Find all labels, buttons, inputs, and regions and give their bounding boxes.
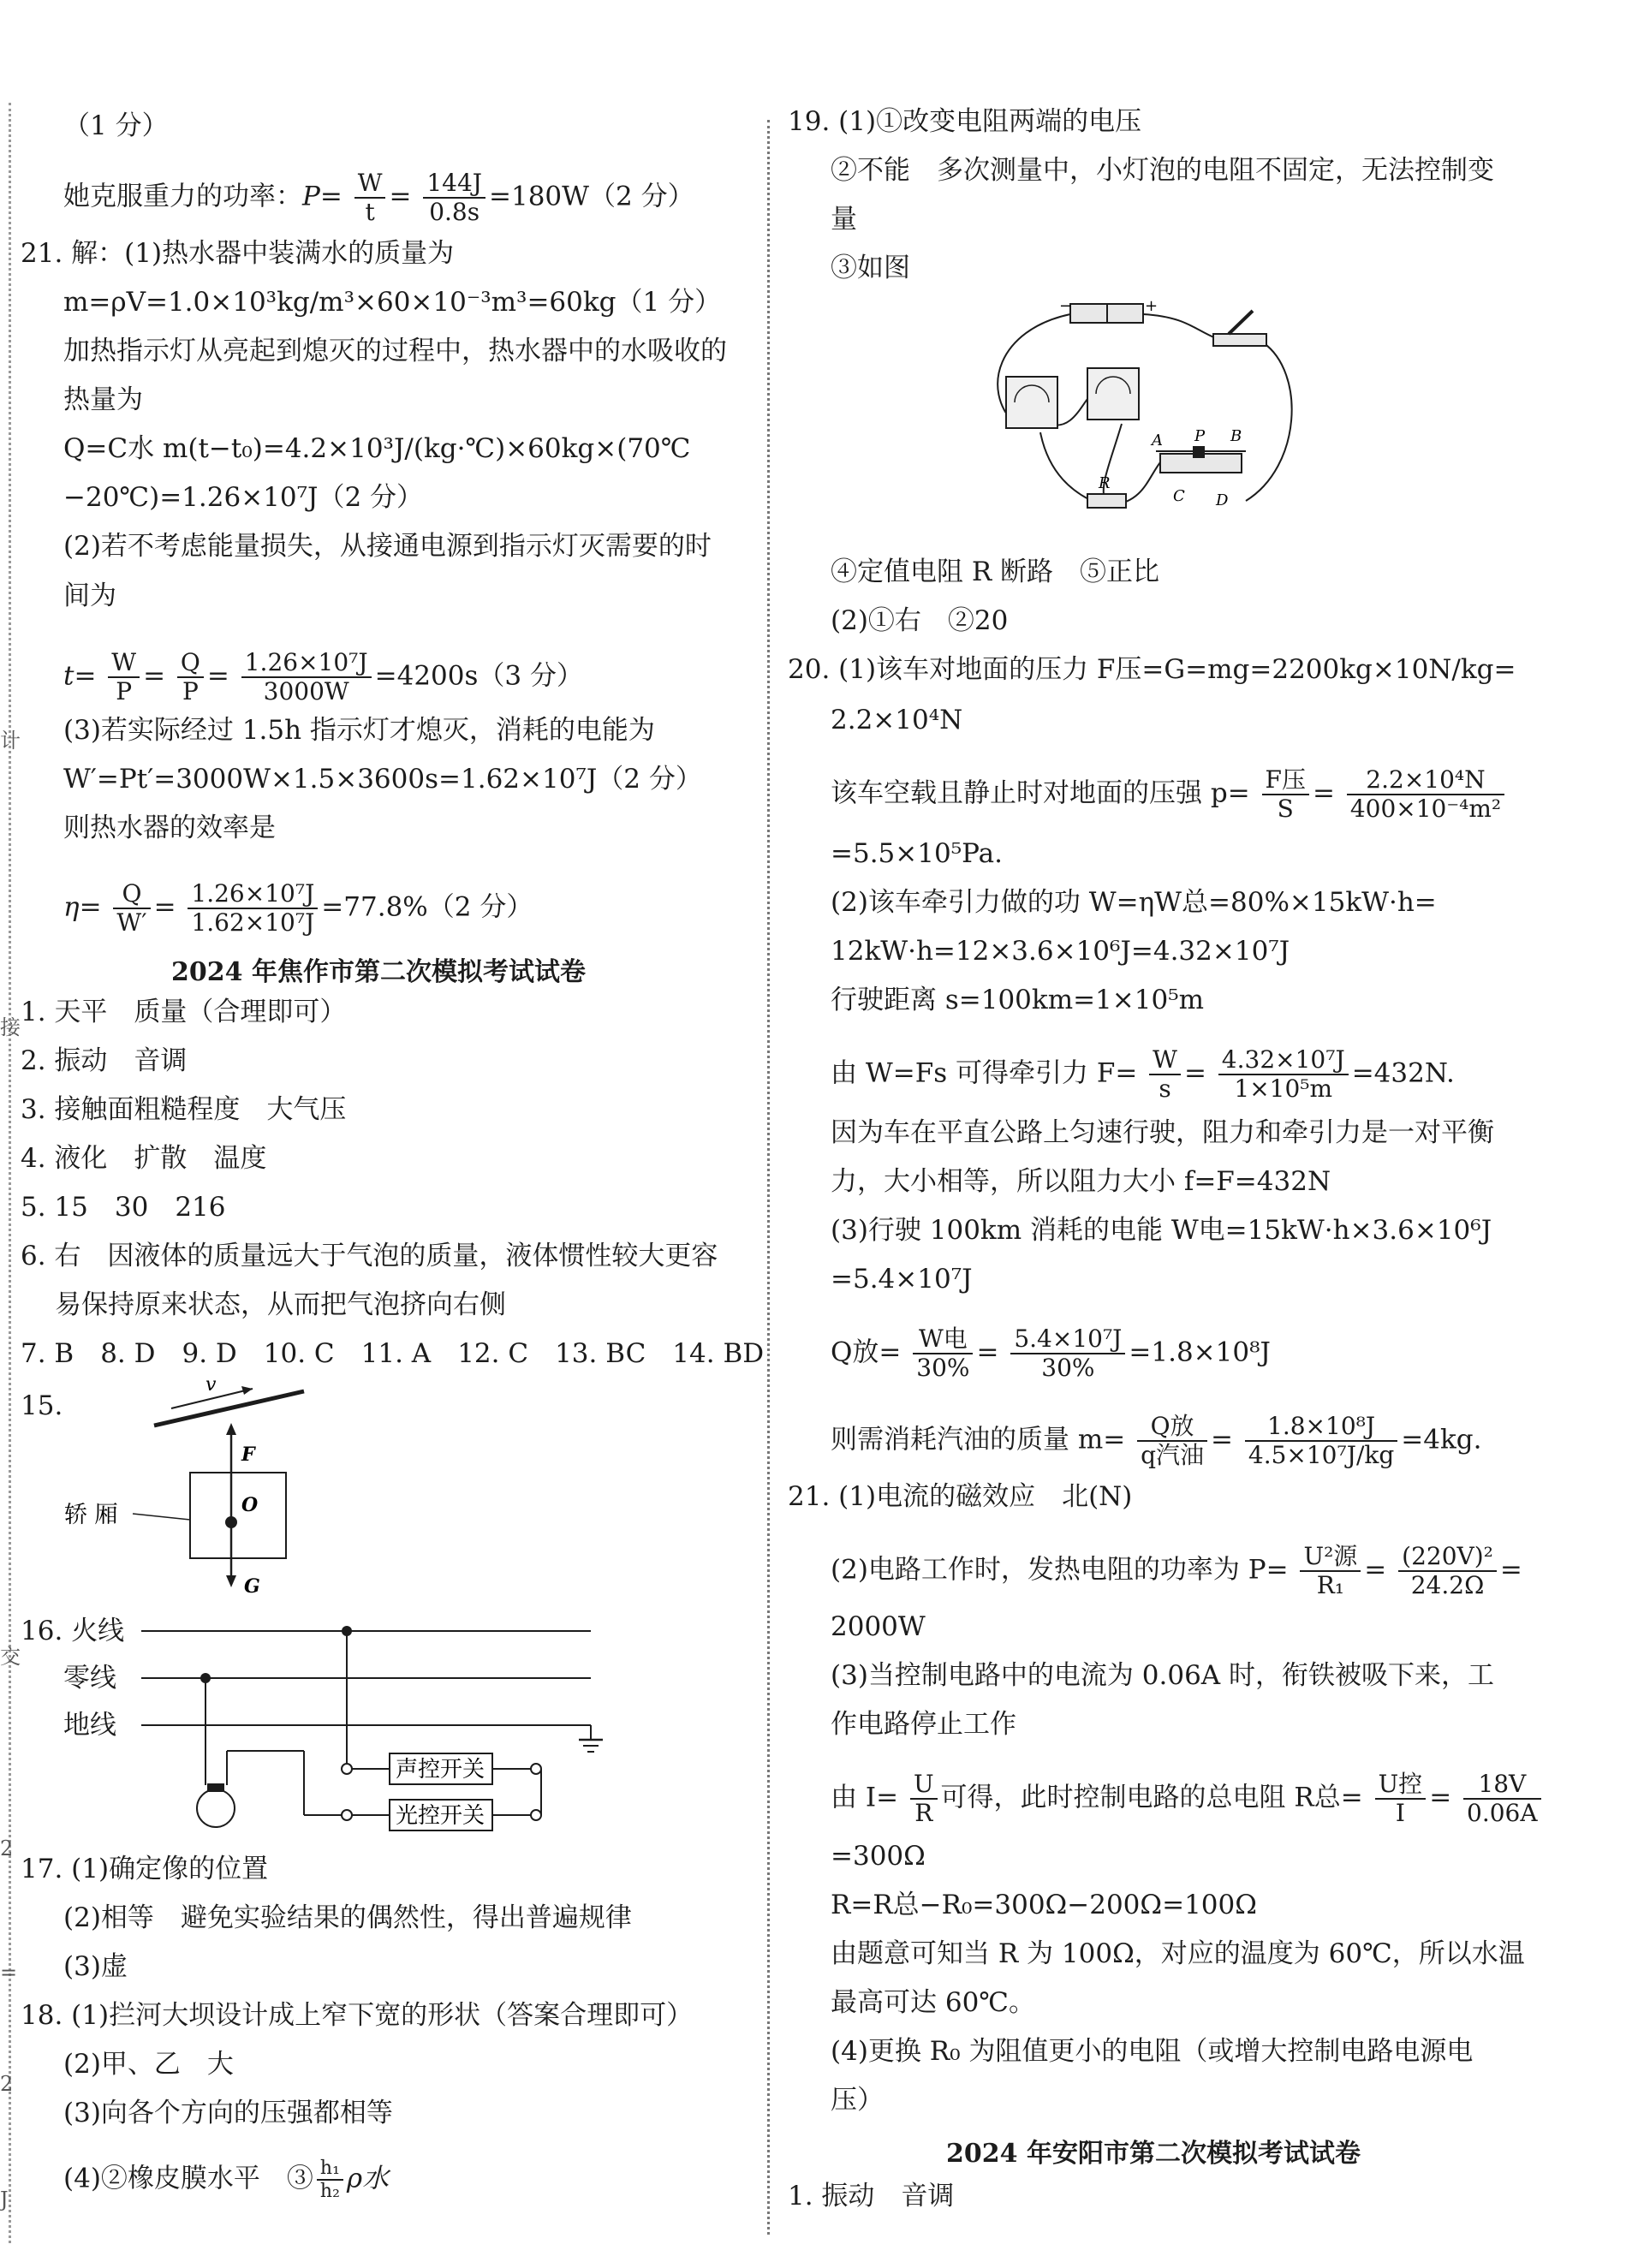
- answer-line: 12kW·h=12×3.6×10⁶J=4.32×10⁷J: [831, 936, 1290, 967]
- answer-line: 间为: [63, 580, 116, 611]
- light-switch-label: 光控开关: [396, 1803, 485, 1829]
- left-margin-rule: [9, 103, 11, 2243]
- answer-line: (4)②橡皮膜水平 ③ $\frac{\text{h₁}}{\text{h₂}}$ ρ水: [63, 2158, 390, 2202]
- force-F-arrowhead: [226, 1423, 236, 1435]
- question-20-heading: 20. (1)该车对地面的压力 F压=G=mg=2200kg×10N/kg=: [788, 654, 1516, 685]
- answer-line: (3)当控制电路中的电流为 0.06A 时，衔铁被吸下来，工: [831, 1660, 1495, 1691]
- question-21-heading: 21. (1)电流的磁效应 北(N): [788, 1481, 1133, 1512]
- force-equation: 由 W=Fs 可得牵引力 F= $\frac{W}{s}$ = $\frac{\text{4.32×10⁷J}}{\text{1×10⁵m}}$ =432N.: [831, 1045, 1455, 1103]
- answer-line: (3)虚: [63, 1951, 128, 1982]
- answer-line: (2)若不考虑能量损失，从接通电源到指示灯灭需要的时: [63, 531, 712, 562]
- answer-line: R=R总−R₀=300Ω−200Ω=100Ω: [831, 1890, 1257, 1920]
- answer-line: 易保持原来状态，从而把气泡挤向右侧: [55, 1289, 506, 1320]
- slider-P-label: P: [1194, 427, 1206, 445]
- answer-line: 行驶距离 s=100km=1×10⁵m: [831, 985, 1205, 1015]
- answer-line: −20℃)=1.26×10⁷J（2 分）: [63, 482, 424, 513]
- answer-line: 作电路停止工作: [831, 1709, 1016, 1740]
- answer-line: Q=C水 m(t−t₀)=4.2×10³J/(kg·℃)×60kg×(70℃: [63, 433, 691, 464]
- section-title: 2024 年安阳市第二次模拟考试试卷: [946, 2139, 1361, 2169]
- answer-line: 2.2×10⁴N: [831, 705, 963, 735]
- question-21-heading: 21. 解：(1)热水器中装满水的质量为: [21, 238, 455, 269]
- efficiency-equation: η= $\frac{Q}{W'}$ = $\frac{\text{1.26×10⁷J}}{\text{1.62×10⁷J}}$ =77.8%（2 分）: [63, 879, 533, 937]
- answer-line: 3. 接触面粗糙程度 大气压: [21, 1094, 347, 1125]
- question-16-label: 16. 火线: [21, 1616, 125, 1646]
- velocity-label: v: [206, 1378, 217, 1396]
- power-equation: (2)电路工作时，发热电阻的功率为 P= $\frac{\text{U²源}}{\text{R₁}}$ = $\frac{\text{(220V)²}}{24.2\Omega}$ =: [831, 1542, 1522, 1599]
- section-title: 2024 年焦作市第二次模拟考试试卷: [171, 957, 586, 987]
- margin-char: 2: [0, 2072, 14, 2096]
- answer-line: (4)更换 R₀ 为阻值更小的电阻（或增大控制电路电源电: [831, 2036, 1474, 2067]
- answer-line: 加热指示灯从亮起到熄灭的过程中，热水器中的水吸收的: [63, 336, 727, 366]
- answer-line: (3)若实际经过 1.5h 指示灯才熄灭，消耗的电能为: [63, 715, 655, 746]
- wire: [1040, 432, 1092, 501]
- household-circuit-diagram: [128, 1610, 608, 1858]
- question-18-heading: 18. (1)拦河大坝设计成上窄下宽的形状（答案合理即可）: [21, 2000, 694, 2031]
- answer-line: W′=Pt′=3000W×1.5×3600s=1.62×10⁷J（2 分）: [63, 764, 702, 795]
- answer-line: 热量为: [63, 384, 143, 415]
- voltmeter: [1087, 368, 1139, 420]
- mass-equation: 则需消耗汽油的质量 m= $\frac{\text{Q放}}{\text{q汽油}}$ = $\frac{\text{1.8×10⁸J}}{\text{4.5×10⁷J/kg}}$ =4kg.: [831, 1412, 1482, 1469]
- answer-line: (3)行驶 100km 消耗的电能 W电=15kW·h×3.6×10⁶J: [831, 1215, 1492, 1246]
- answer-line: 因为车在平直公路上匀速行驶，阻力和牵引力是一对平衡: [831, 1117, 1494, 1148]
- answer-line: 2000W: [831, 1611, 926, 1642]
- answer-line: m=ρV=1.0×10³kg/m³×60×10⁻³m³=60kg（1 分）: [63, 287, 722, 318]
- switch-base: [1213, 334, 1266, 346]
- terminal-D-label: D: [1216, 491, 1229, 509]
- margin-char: J: [0, 2188, 9, 2211]
- answer-line: (3)向各个方向的压强都相等: [63, 2098, 393, 2128]
- resistor-R: [1087, 494, 1126, 508]
- answer-line: 则热水器的效率是: [63, 813, 276, 843]
- answer-line: =5.4×10⁷J: [831, 1264, 973, 1295]
- time-equation: t= $\frac{W}{P}$ = $\frac{Q}{P}$ = $\frac{\text{1.26×10⁷J}}{3000W}$ =4200s（3 分）: [63, 648, 583, 705]
- pressure-equation: 该车空载且静止时对地面的压强 p= $\frac{\text{F压}}{S}$ = $\frac{\text{2.2×10⁴N}}{\text{400×10⁻⁴m²}}$: [831, 766, 1508, 823]
- bulb-base: [207, 1783, 224, 1792]
- question-15-label: 15.: [21, 1390, 63, 1421]
- answer-line: 4. 液化 扩散 温度: [21, 1143, 267, 1174]
- center-label: O: [241, 1494, 259, 1516]
- margin-char: =: [0, 1961, 18, 1985]
- wire: [1246, 342, 1292, 501]
- column-divider: [767, 120, 770, 2235]
- answer-line: 1. 天平 质量（合理即可）: [21, 997, 347, 1027]
- margin-char: 交: [0, 1645, 21, 1669]
- ammeter: [1006, 377, 1057, 428]
- terminal: [342, 1810, 352, 1820]
- answer-line: 1. 振动 音调: [788, 2181, 955, 2211]
- answer-line: 力，大小相等，所以阻力大小 f=F=432N: [831, 1166, 1331, 1197]
- wire: [1143, 314, 1216, 338]
- margin-char: 接: [0, 1015, 21, 1039]
- cab-pointer: [133, 1514, 190, 1520]
- switch-lever: [1229, 311, 1253, 334]
- answer-line: 5. 15 30 216: [21, 1192, 226, 1223]
- force-G-arrowhead: [226, 1575, 236, 1587]
- fraction: $\frac{144J}{0.8s}$: [423, 170, 485, 226]
- answer-line: ④定值电阻 R 断路 ⑤正比: [831, 557, 1160, 587]
- force-G-label: G: [244, 1575, 260, 1598]
- answer-line: 2. 振动 音调: [21, 1045, 188, 1076]
- answer-line: 量: [831, 204, 857, 235]
- answer-line: 最高可达 60℃。: [831, 1987, 1035, 2018]
- elevator-force-diagram: [51, 1378, 342, 1601]
- heat-equation: Q放= $\frac{\text{W电}}{30\%}$ = $\frac{\text{5.4×10⁷J}}{30\%}$ =1.8×10⁸J: [831, 1324, 1271, 1382]
- ground-wire-label: 地线: [63, 1710, 116, 1741]
- power-equation: 她克服重力的功率：P= $\frac{W}{t}$ = $\frac{144J}{0.8s}$ =180W（2 分）: [63, 169, 694, 226]
- terminal: [531, 1764, 541, 1774]
- terminal-B-label: B: [1230, 427, 1242, 445]
- answer-line: (2)相等 避免实验结果的偶然性，得出普遍规律: [63, 1902, 632, 1933]
- incline-line: [154, 1391, 304, 1426]
- answer-line: ③如图: [831, 253, 910, 283]
- neutral-wire-label: 零线: [63, 1663, 116, 1694]
- question-17-heading: 17. (1)确定像的位置: [21, 1854, 269, 1884]
- terminal: [342, 1764, 352, 1774]
- question-19-heading: 19. (1)①改变电阻两端的电压: [788, 106, 1142, 137]
- velocity-arrowhead: [241, 1386, 253, 1395]
- sound-switch-label: 声控开关: [396, 1757, 485, 1783]
- fraction: $\frac{W}{t}$: [354, 170, 386, 226]
- choice-answers: 7. B 8. D 9. D 10. C 11. A 12. C 13. BC 14. BD: [21, 1338, 765, 1369]
- resistor-R-label: R: [1099, 474, 1111, 492]
- battery-plus-label: +: [1145, 297, 1159, 315]
- answer-line: (2)①右 ②20: [831, 605, 1009, 636]
- cab-box: [190, 1473, 286, 1558]
- answer-line: (2)甲、乙 大: [63, 2049, 234, 2080]
- answer-line: ②不能 多次测量中，小灯泡的电阻不固定，无法控制变: [831, 155, 1494, 186]
- answer-line: =5.5×10⁵Pa.: [831, 838, 1003, 869]
- experiment-circuit-figure: [980, 295, 1306, 527]
- resistance-equation: 由 I= $\frac{U}{R}$ 可得，此时控制电路的总电阻 R总= $\frac{\text{U控}}{I}$ = $\frac{18V}{0.06A}$: [831, 1771, 1545, 1827]
- terminal-C-label: C: [1173, 487, 1185, 505]
- cab-label: 轿 厢: [64, 1502, 118, 1528]
- answer-line: 6. 右 因液体的质量远大于气泡的质量，液体惯性较大更容: [21, 1241, 718, 1271]
- battery-minus-label: −: [1059, 297, 1073, 315]
- force-F-label: F: [241, 1444, 255, 1466]
- margin-char: 计: [0, 729, 21, 753]
- answer-line: （1 分）: [63, 110, 169, 141]
- terminal: [531, 1810, 541, 1820]
- rheostat-slider: [1193, 446, 1205, 458]
- answer-line: =300Ω: [831, 1841, 926, 1872]
- light-bulb: [197, 1789, 235, 1827]
- answer-line: 压）: [831, 2085, 884, 2116]
- answer-line: 由题意可知当 R 为 100Ω，对应的温度为 60℃，所以水温: [831, 1938, 1525, 1969]
- answer-line: (2)该车牵引力做的功 W=ηW总=80%×15kW·h=: [831, 887, 1437, 918]
- margin-char: 2: [0, 1836, 14, 1860]
- terminal-A-label: A: [1152, 432, 1163, 449]
